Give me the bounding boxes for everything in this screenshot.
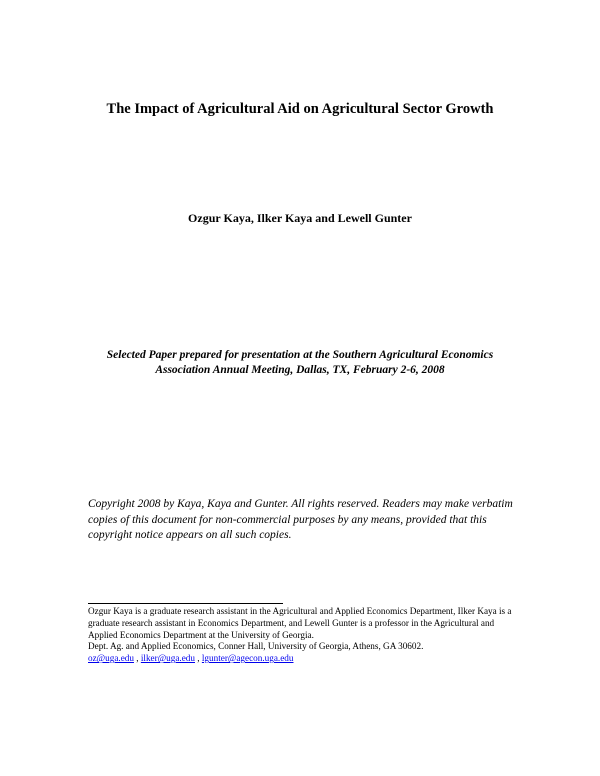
author-address: Dept. Ag. and Applied Economics, Conner Hall, University of Georgia, Athens, GA 30602. <box>88 641 424 652</box>
email-link-ilker[interactable]: ilker@uga.edu <box>140 653 195 664</box>
email-link-lewell[interactable]: lgunter@agecon.uga.edu <box>201 653 294 664</box>
copyright-notice: Copyright 2008 by Kaya, Kaya and Gunter. All rights reserved. Readers may make verbatim copies of this document for non-commercial purposes by any means, provided that this copyright notice appears on all such copies. <box>88 498 513 541</box>
author-bio: Ozgur Kaya is a graduate research assistant in the Agricultural and Applied Economics Department, Ilker Kaya is a graduate research assistant in Economics Department, and Lewell Gunter is a professor in the Agricultural and Applied Economics Department at the University of Georgia. <box>88 606 512 640</box>
conference-note-line-2: Association Annual Meeting, Dallas, TX, February 2-6, 2008 <box>155 364 445 376</box>
author-emails <box>88 653 520 665</box>
paper-authors: Ozgur Kaya, Ilker Kaya and Lewell Gunter <box>188 211 412 225</box>
email-separator: , <box>194 653 202 664</box>
author-footnote <box>88 606 520 665</box>
footnote-divider <box>88 603 283 604</box>
email-separator: , <box>133 653 141 664</box>
email-link-ozgur[interactable]: oz@uga.edu <box>88 653 134 664</box>
conference-note-line-1: Selected Paper prepared for presentation at the Southern Agricultural Economics <box>106 349 494 361</box>
conference-note <box>88 348 512 378</box>
paper-title: The Impact of Agricultural Aid on Agricultural Sector Growth <box>106 101 494 117</box>
